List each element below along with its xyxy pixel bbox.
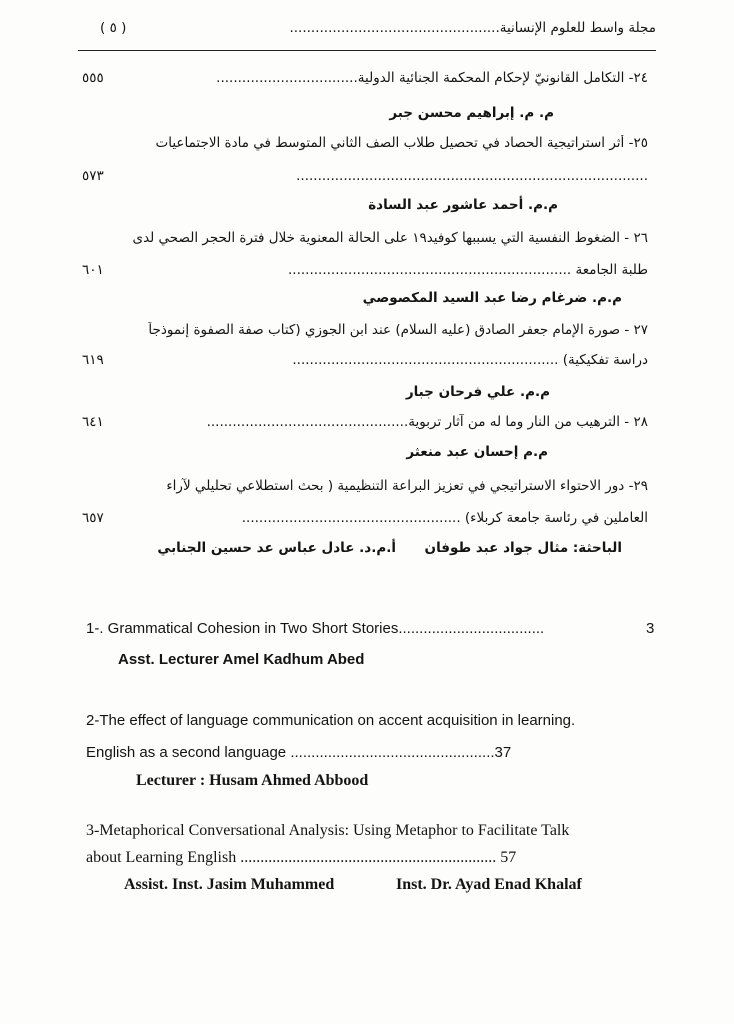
english-entry-3-author-1: Assist. Inst. Jasim Muhammed	[124, 876, 335, 893]
toc-entry-28-page: ٦٤١	[82, 414, 104, 430]
english-entry-2-author: Lecturer : Husam Ahmed Abbood	[136, 772, 369, 789]
toc-entry-29-author-1: الباحثة: مثال جواد عبد طوفان	[424, 540, 622, 556]
toc-entry-28-title: ٢٨ - الترهيب من النار وما له من آثار تربوية...............................................	[206, 414, 648, 430]
english-entry-1-author: Asst. Lecturer Amel Kadhum Abed	[118, 651, 365, 668]
toc-entry-27-title-line2: دراسة تفكيكية) ..............................................................	[292, 352, 648, 368]
toc-entry-29-author-2: أ.م.د. عادل عباس عد حسين الجنابي	[157, 540, 396, 556]
toc-entry-26-title-line2: طلبة الجامعة ..................................................................	[287, 262, 648, 278]
english-entry-2-title-line2: English as a second language .................................................37	[86, 744, 512, 761]
english-entry-3-title-line1: 3-Metaphorical Conversational Analysis: Using Metaphor to Facilitate Talk	[86, 822, 570, 839]
toc-entry-27-author: م.م. علي فرحان جبار	[405, 384, 550, 400]
english-entry-1-page: 3	[646, 620, 655, 637]
english-entry-1-title: 1-. Grammatical Cohesion in Two Short Stories...................................	[86, 620, 545, 637]
toc-entry-24-title: ٢٤- التكامل القانونيّ لإحكام المحكمة الجنائية الدولية.................................	[216, 70, 648, 86]
toc-entry-27-title-line1: ٢٧ - صورة الإمام جعفر الصادق (عليه السلام) عند ابن الجوزي (كتاب صفة الصفوة إنموذجاً	[148, 322, 648, 338]
toc-entry-25-author: م.م. أحمد عاشور عبد السادة	[368, 197, 558, 213]
english-entry-3-title-line2: about Learning English ................................................................ 57	[86, 849, 517, 866]
toc-entry-29-page: ٦٥٧	[82, 510, 104, 526]
toc-entry-26-author: م.م. ضرغام رضا عبد السيد المكصوصي	[362, 290, 622, 306]
header-page-number: ( ٥ )	[100, 20, 127, 36]
toc-entry-25-title-line2: ..................................................................................	[296, 168, 648, 184]
toc-entry-27-page: ٦١٩	[82, 352, 104, 368]
english-entry-2-title-line1: 2-The effect of language communication on accent acquisition in learning.	[86, 712, 576, 729]
toc-entry-24-page: ٥٥٥	[82, 70, 104, 86]
toc-entry-26-title-line1: ٢٦ - الضغوط النفسية التي يسببها كوفيد١٩ على الحالة المعنوية خلال فترة الحجر الصحي لدى	[132, 230, 648, 246]
toc-entry-29-title-line2: العاملين في رئاسة جامعة كربلاء) ...................................................	[241, 510, 648, 526]
english-entry-3-author-2: Inst. Dr. Ayad Enad Khalaf	[396, 876, 582, 893]
toc-entry-25-title-line1: ٢٥- أثر استراتيجية الحصاد في تحصيل طلاب الصف الثاني المتوسط في مادة الاجتماعيات	[155, 135, 648, 151]
toc-entry-25-page: ٥٧٣	[82, 168, 104, 184]
journal-header-title: مجلة واسط للعلوم الإنسانية.................................................	[289, 20, 656, 36]
toc-entry-29-title-line1: ٢٩- دور الاحتواء الاستراتيجي في تعزيز البراعة التنظيمية ( بحث استطلاعي تحليلي لآراء	[166, 478, 648, 494]
header-rule	[78, 50, 656, 51]
toc-entry-28-author: م.م إحسان عبد منعثر	[406, 444, 548, 460]
toc-entry-26-page: ٦٠١	[82, 262, 104, 278]
toc-entry-24-author: م. م. إبراهيم محسن جبر	[389, 105, 554, 121]
